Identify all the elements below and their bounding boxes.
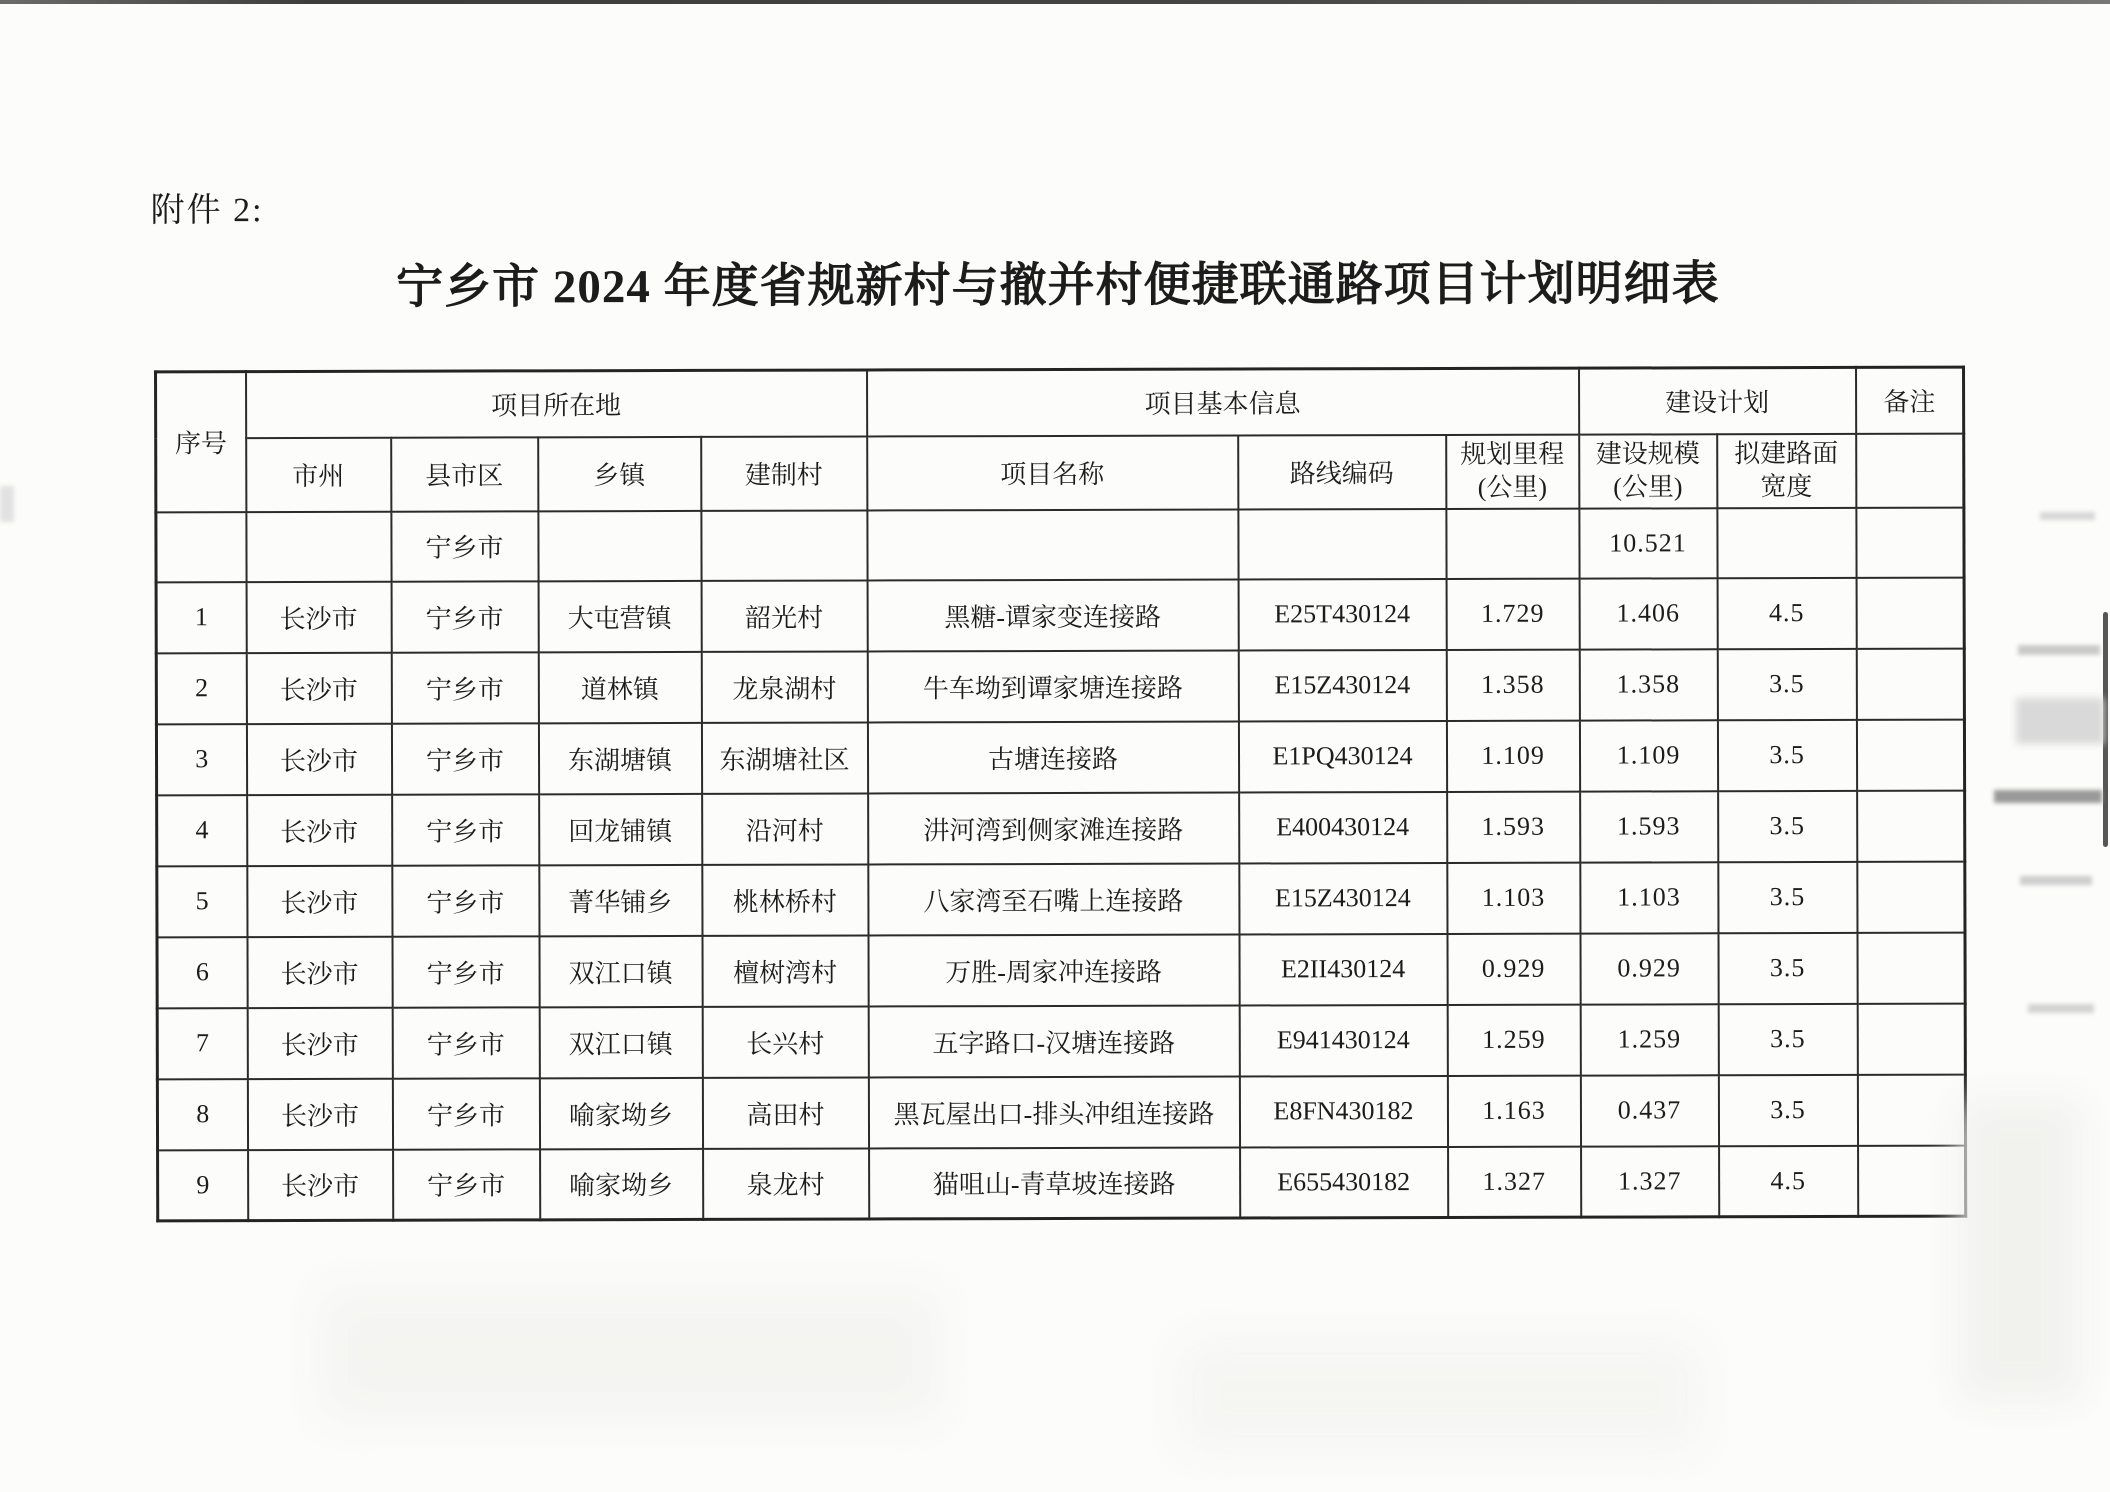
cell-city: 长沙市	[247, 1078, 392, 1149]
cell-mileage: 1.327	[1448, 1146, 1581, 1217]
cell-county: 宁乡市	[392, 1007, 539, 1078]
cell-scale: 1.259	[1580, 1004, 1718, 1075]
cell-project: 古塘连接路	[867, 721, 1238, 793]
cell-county: 宁乡市	[391, 581, 538, 652]
cell-seq: 4	[157, 795, 247, 866]
cell-scale: 1.406	[1579, 578, 1717, 649]
cell-code: E15Z430124	[1238, 649, 1446, 721]
cell-town: 回龙铺镇	[539, 793, 702, 864]
cell-town: 双江口镇	[539, 1006, 702, 1077]
cell-city: 长沙市	[246, 581, 391, 652]
cell-seq: 5	[157, 866, 247, 937]
table-row	[157, 932, 1965, 1008]
table-row	[158, 1145, 1966, 1221]
col-header-remark: 备注	[1856, 367, 1964, 433]
cell-width: 3.5	[1718, 861, 1857, 932]
cell-code	[1238, 508, 1446, 579]
cell-mileage: 1.729	[1446, 578, 1579, 649]
cell-mileage: 1.163	[1447, 1075, 1580, 1146]
col-header-road-width: 拟建路面 宽度	[1717, 433, 1856, 507]
table-row	[156, 577, 1964, 653]
cell-county: 宁乡市	[392, 1078, 539, 1149]
cell-width: 3.5	[1718, 790, 1857, 861]
cell-village: 韶光村	[701, 580, 867, 651]
cell-mileage: 1.259	[1447, 1004, 1580, 1075]
cell-seq: 7	[157, 1008, 247, 1079]
table-row	[156, 648, 1964, 724]
cell-mileage: 1.109	[1446, 720, 1579, 791]
cell-scale: 1.109	[1579, 720, 1717, 791]
cell-project: 黑糖-谭家变连接路	[867, 579, 1238, 651]
cell-county: 宁乡市	[391, 723, 538, 794]
summary-row	[156, 507, 1964, 582]
cell-project: 黑瓦屋出口-排头冲组连接路	[868, 1076, 1239, 1148]
cell-city: 长沙市	[247, 1007, 392, 1078]
cell-width: 4.5	[1717, 577, 1856, 648]
col-header-town: 乡镇	[538, 436, 701, 510]
cell-width: 4.5	[1719, 1145, 1858, 1216]
cell-width	[1717, 507, 1856, 577]
cell-mileage: 0.929	[1447, 933, 1580, 1004]
cell-mileage: 1.358	[1446, 649, 1579, 720]
cell-city: 长沙市	[247, 936, 392, 1007]
cell-project: 牛车坳到谭家塘连接路	[867, 650, 1238, 722]
cell-seq: 3	[156, 724, 246, 795]
table-row	[157, 1003, 1965, 1079]
cell-scale: 0.929	[1580, 933, 1718, 1004]
cell-town	[538, 510, 701, 580]
cell-town: 菁华铺乡	[539, 864, 702, 935]
cell-code: E655430182	[1240, 1146, 1448, 1218]
cell-remark	[1857, 861, 1965, 932]
col-header-remark-sub	[1856, 433, 1964, 507]
cell-town: 东湖塘镇	[538, 722, 701, 793]
cell-code: E1PQ430124	[1238, 720, 1446, 792]
cell-remark	[1856, 577, 1964, 648]
cell-code: E941430124	[1239, 1004, 1447, 1076]
cell-project: 猫咀山-青草坡连接路	[869, 1147, 1240, 1219]
col-header-project-name: 项目名称	[867, 435, 1238, 510]
cell-village: 沿河村	[702, 793, 868, 864]
cell-project: 五字路口-汉塘连接路	[868, 1005, 1239, 1077]
cell-remark	[1856, 719, 1964, 790]
col-header-planned-mileage: 规划里程 (公里)	[1446, 434, 1579, 508]
col-header-build-scale: 建设规模 (公里)	[1579, 434, 1717, 508]
page-title: 宁乡市 2024 年度省规新村与撤并村便捷联通路项目计划明细表	[395, 258, 1720, 314]
cell-width: 3.5	[1718, 1074, 1857, 1145]
col-header-village: 建制村	[701, 436, 867, 510]
cell-scale: 1.327	[1581, 1146, 1719, 1217]
cell-city: 长沙市	[246, 723, 391, 794]
table-row	[157, 1074, 1965, 1150]
cell-code: E2II430124	[1239, 933, 1447, 1005]
col-header-route-code: 路线编码	[1238, 434, 1446, 509]
cell-city: 长沙市	[247, 794, 392, 865]
cell-town: 大屯营镇	[538, 580, 701, 651]
cell-project	[867, 509, 1238, 580]
cell-seq: 8	[157, 1079, 247, 1150]
cell-seq: 6	[157, 937, 247, 1008]
cell-village: 长兴村	[702, 1006, 868, 1077]
cell-village: 泉龙村	[703, 1148, 869, 1219]
cell-seq: 1	[156, 582, 246, 653]
attachment-label: 附件 2:	[150, 192, 264, 230]
cell-scale: 10.521	[1579, 508, 1717, 578]
cell-code: E400430124	[1239, 791, 1447, 863]
cell-remark	[1857, 1003, 1965, 1074]
cell-seq: 2	[156, 653, 246, 724]
cell-remark	[1857, 1074, 1965, 1145]
cell-width: 3.5	[1717, 648, 1856, 719]
col-header-seq: 序号	[156, 372, 246, 512]
cell-village: 东湖塘社区	[701, 722, 867, 793]
cell-town: 道林镇	[538, 651, 701, 722]
col-group-construction-plan: 建设计划	[1579, 367, 1856, 434]
cell-width: 3.5	[1718, 932, 1857, 1003]
cell-mileage: 1.593	[1447, 791, 1580, 862]
cell-village: 桃林桥村	[702, 864, 868, 935]
cell-remark	[1857, 932, 1965, 1003]
header-row-groups	[156, 367, 1964, 438]
project-plan-table	[154, 366, 1967, 1223]
cell-remark	[1856, 507, 1964, 577]
cell-county: 宁乡市	[392, 936, 539, 1007]
cell-village: 龙泉湖村	[701, 651, 867, 722]
cell-width: 3.5	[1718, 1003, 1857, 1074]
col-header-county: 县市区	[391, 437, 538, 511]
cell-width: 3.5	[1717, 719, 1856, 790]
cell-village	[701, 510, 867, 580]
cell-city	[246, 511, 391, 581]
cell-project: 万胜-周家冲连接路	[868, 934, 1239, 1006]
cell-scale: 1.593	[1580, 791, 1718, 862]
table-row	[157, 790, 1965, 866]
col-group-basic-info: 项目基本信息	[867, 368, 1579, 436]
cell-project: 汫河湾到侧家滩连接路	[868, 792, 1239, 864]
cell-county: 宁乡市	[392, 794, 539, 865]
table-row	[157, 861, 1965, 937]
cell-mileage	[1446, 508, 1579, 578]
cell-scale: 1.103	[1580, 862, 1718, 933]
cell-town: 喻家坳乡	[540, 1148, 703, 1219]
cell-seq: 9	[158, 1150, 248, 1221]
cell-seq	[156, 512, 246, 582]
table-row	[156, 719, 1964, 795]
cell-county: 宁乡市	[391, 652, 538, 723]
cell-code: E15Z430124	[1239, 862, 1447, 934]
cell-scale: 0.437	[1580, 1075, 1718, 1146]
col-group-location: 项目所在地	[246, 370, 867, 438]
cell-scale: 1.358	[1579, 649, 1717, 720]
cell-remark	[1856, 648, 1964, 719]
cell-county: 宁乡市	[391, 511, 538, 581]
cell-remark	[1857, 790, 1965, 861]
cell-code: E25T430124	[1238, 578, 1446, 650]
col-header-city: 市州	[246, 437, 391, 511]
cell-city: 长沙市	[247, 865, 392, 936]
cell-town: 喻家坳乡	[539, 1077, 702, 1148]
cell-village: 高田村	[702, 1077, 868, 1148]
header-row-subcolumns	[156, 433, 1964, 512]
cell-county: 宁乡市	[392, 865, 539, 936]
cell-project: 八家湾至石嘴上连接路	[868, 863, 1239, 935]
cell-village: 檀树湾村	[702, 935, 868, 1006]
cell-town: 双江口镇	[539, 935, 702, 1006]
cell-city: 长沙市	[246, 652, 391, 723]
cell-mileage: 1.103	[1447, 862, 1580, 933]
cell-remark	[1858, 1145, 1966, 1216]
cell-county: 宁乡市	[393, 1149, 540, 1220]
cell-city: 长沙市	[248, 1149, 393, 1220]
cell-code: E8FN430182	[1239, 1075, 1447, 1147]
